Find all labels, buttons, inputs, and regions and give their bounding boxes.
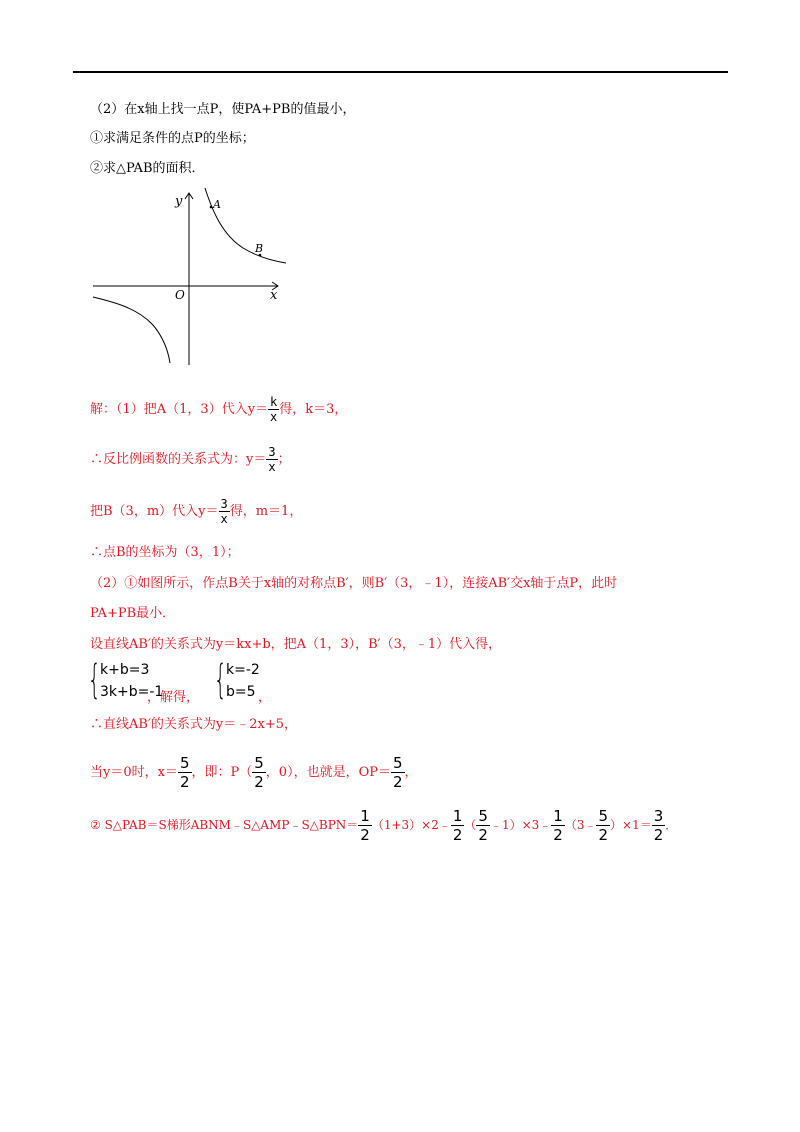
solution-line-9: 当y＝0时，x＝ $\frac{5}{2}$ ，即：P（ $\frac{5}{2}$ ，0），也就是，OP＝ $\frac{5}{2}$ ， — [90, 754, 418, 791]
fraction-1-over-2: $\frac{1}{2}$ — [360, 807, 370, 844]
solve-label: ，解得， — [147, 690, 200, 705]
fraction-3-over-x-b: $\frac{3}{x}$ — [220, 497, 228, 526]
hyperbola-branch-q3 — [93, 297, 170, 363]
fraction-3-over-x: $\frac{3}{x}$ — [268, 445, 276, 474]
solution-line-4: ∴点B的坐标为（3，1）； — [90, 545, 240, 560]
solution-line-10: ② S△PAB＝S梯形ABNM﹣S△AMP﹣S△BPN＝ $\frac{1}{2}$ （1+3）×2﹣ $\frac{1}{2}$ （ $\frac{5}{2}$ ﹣1）×3﹣ $\frac{1}{2}$ （3﹣ $\frac{5}{2}$ ）×1＝ $\frac{3}{2}$ ． — [90, 807, 678, 844]
solution-line-1: 解：（1）把A（1，3）代入y＝ $\frac{k}{x}$ 得，k＝3， — [90, 395, 348, 424]
equation-system-2: { k=-2 b=5 — [214, 657, 260, 703]
fraction-1-over-2: $\frac{1}{2}$ — [553, 807, 563, 844]
x-axis-label: x — [270, 288, 278, 303]
solution-line-7: 设直线AB′的关系式为y＝kx+b，把A（1，3），B′（3，﹣1）代入得， — [90, 637, 502, 652]
solution-line-3: 把B（3，m）代入y＝ $\frac{3}{x}$ 得，m＝1， — [90, 497, 303, 526]
fraction-3-over-2: $\frac{3}{2}$ — [653, 807, 664, 844]
solution-line-6: PA+PB最小． — [90, 606, 176, 621]
header-rule — [73, 71, 728, 73]
question-part2: （2）在x轴上找一点P，使PA+PB的值最小， — [90, 102, 356, 117]
question-sub1: ①求满足条件的点P的坐标； — [90, 131, 255, 146]
left-brace: { — [214, 657, 227, 703]
y-axis-label: y — [175, 194, 183, 209]
point-a — [210, 206, 213, 209]
solution-line-2: ∴反比例函数的关系式为：y＝ $\frac{3}{x}$ ； — [90, 445, 291, 474]
fraction-1-over-2: $\frac{1}{2}$ — [452, 807, 463, 844]
question-sub2: ②求△PAB的面积． — [90, 161, 205, 176]
hyperbola-graph — [88, 185, 298, 370]
point-b-label: B — [255, 242, 264, 255]
equation-system-1: { k+b=3 3k+b=-1 — [88, 657, 164, 703]
fraction-5-over-2: $\frac{5}{2}$ — [254, 754, 264, 791]
fraction-k-over-x: $\frac{k}{x}$ — [270, 395, 278, 424]
fraction-5-over-2: $\frac{5}{2}$ — [598, 807, 609, 844]
solution-line-8: ∴直线AB′的关系式为y＝﹣2x+5， — [90, 717, 298, 732]
system-end-comma: ， — [258, 690, 272, 705]
solution-line-5: （2）①如图所示，作点B关于x轴的对称点B′，则B′（3，﹣1），连接AB′交x轴于点P，此时 — [90, 576, 618, 591]
point-a-label: A — [213, 198, 221, 211]
fraction-5-over-2: $\frac{5}{2}$ — [179, 754, 190, 791]
fraction-5-over-2: $\frac{5}{2}$ — [478, 807, 488, 844]
left-brace: { — [88, 657, 101, 703]
origin-label: O — [175, 288, 185, 302]
fraction-5-over-2: $\frac{5}{2}$ — [392, 754, 403, 791]
